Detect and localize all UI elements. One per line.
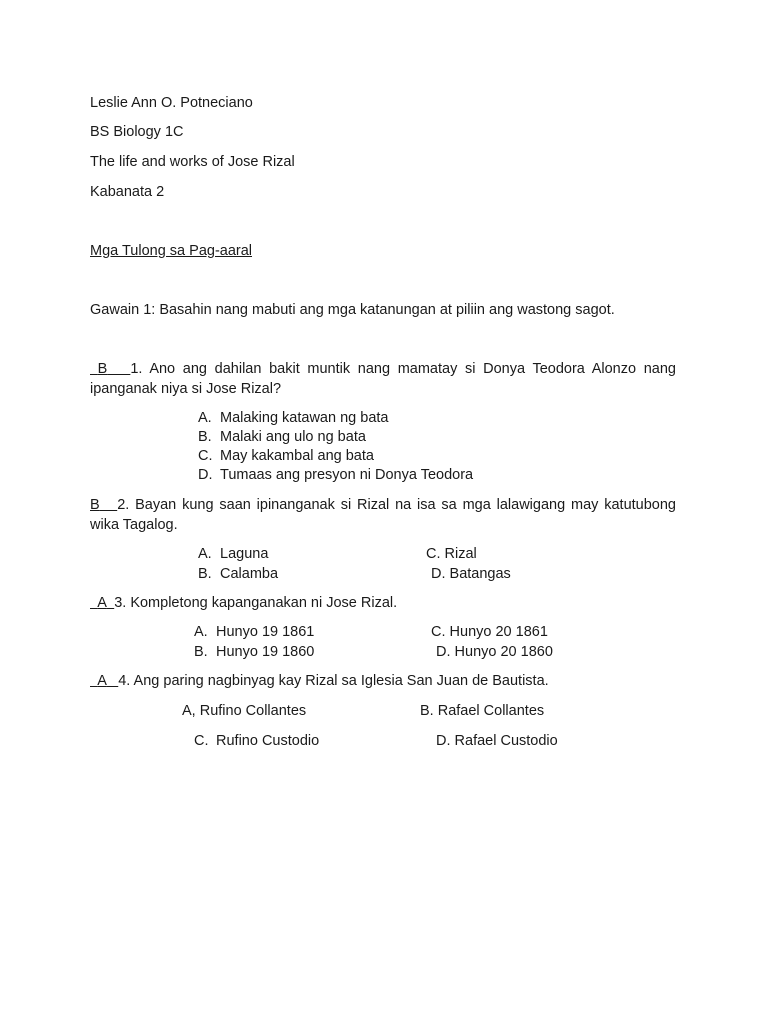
option-c: C. Rufino Custodio <box>194 733 320 749</box>
question-1 <box>90 359 676 399</box>
question-3 <box>90 594 397 612</box>
option-b: B. Hunyo 19 1860 <box>194 644 315 660</box>
student-name: Leslie Ann O. Potneciano <box>90 95 253 111</box>
question-4 <box>90 672 549 690</box>
question-text: 3. Kompletong kapanganakan ni Jose Rizal. <box>114 595 398 611</box>
option-c: C. Hunyo 20 1861 <box>431 624 548 640</box>
option-b: B. Rafael Collantes <box>420 703 545 719</box>
option-d: D. Tumaas ang presyon ni Donya Teodora <box>198 467 474 483</box>
answer-blank <box>90 361 130 377</box>
option-c: C. Rizal <box>426 546 477 562</box>
question-text: 2. Bayan kung saan ipinanganak si Rizal na isa sa mga lalawigang may katutubong wika Tagalog. <box>90 497 676 533</box>
option-d: D. Rafael Custodio <box>436 733 558 749</box>
question-text: 4. Ang paring nagbinyag kay Rizal sa Iglesia San Juan de Bautista. <box>118 673 549 689</box>
answer-value: A <box>97 595 107 611</box>
student-course: BS Biology 1C <box>90 124 184 140</box>
option-a: A. Hunyo 19 1861 <box>194 624 315 640</box>
option-d: D. Batangas <box>431 566 511 582</box>
answer-value: B <box>97 361 108 377</box>
option-a: A, Rufino Collantes <box>182 703 307 719</box>
chapter-label: Kabanata 2 <box>90 184 165 200</box>
option-b: B. Malaki ang ulo ng bata <box>198 429 366 445</box>
answer-blank <box>90 673 118 689</box>
option-b: B. Calamba <box>198 566 279 582</box>
option-a: A. Laguna <box>198 546 269 562</box>
answer-blank <box>90 595 114 611</box>
option-c: C. May kakambal ang bata <box>198 448 374 464</box>
subject-title: The life and works of Jose Rizal <box>90 154 295 170</box>
answer-value: A <box>97 673 107 689</box>
question-text: 1. Ano ang dahilan bakit muntik nang mamatay si Donya Teodora Alonzo nang ipanganak niya si Jose Rizal? <box>90 361 676 397</box>
option-d: D. Hunyo 20 1860 <box>436 644 553 660</box>
answer-blank <box>90 497 117 513</box>
option-a: A. Malaking katawan ng bata <box>198 410 389 426</box>
question-2 <box>90 495 676 535</box>
instruction-text: Gawain 1: Basahin nang mabuti ang mga katanungan at piliin ang wastong sagot. <box>90 302 615 318</box>
section-title: Mga Tulong sa Pag-aaral <box>90 243 253 259</box>
answer-value: B <box>90 497 100 513</box>
